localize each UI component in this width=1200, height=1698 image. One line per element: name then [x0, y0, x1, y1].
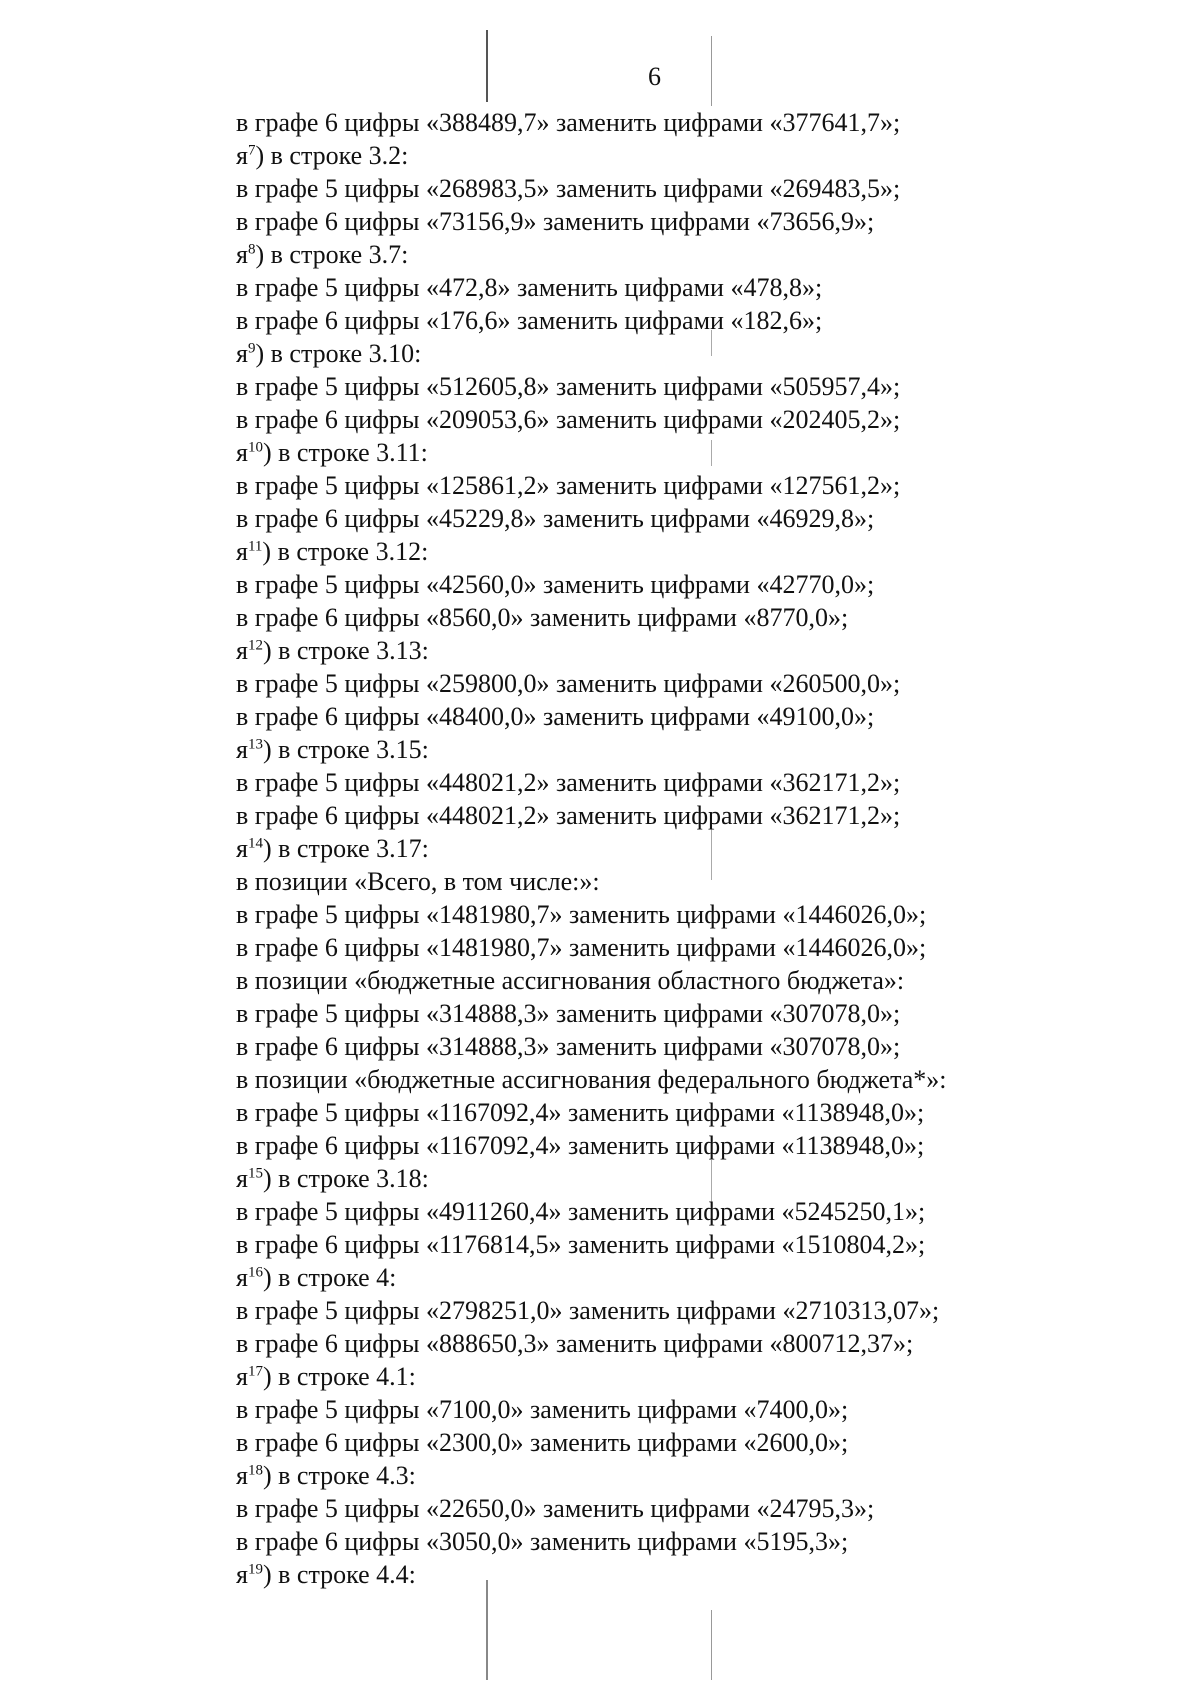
text-line: в позиции «Всего, в том числе:»:: [236, 867, 600, 896]
item-heading: [236, 535, 1156, 568]
item-superscript: 18: [247, 1462, 263, 1479]
item-superscript: 11: [247, 538, 263, 555]
scan-mark: [711, 1610, 712, 1680]
item-letter: я: [236, 537, 248, 566]
item-superscript: 8: [247, 241, 256, 258]
item-heading: [236, 1558, 1156, 1591]
text-line: в графе 6 цифры «45229,8» заменить цифрами «46929,8»;: [236, 504, 875, 533]
page-number: 6: [648, 62, 661, 91]
text-line: в графе 6 цифры «2300,0» заменить цифрами «2600,0»;: [236, 1428, 849, 1457]
item-heading: [236, 238, 1156, 271]
item-heading-text: ) в строке 3.17:: [262, 834, 429, 863]
text-line: в графе 5 цифры «1167092,4» заменить цифрами «1138948,0»;: [236, 1098, 925, 1127]
text-line: в графе 5 цифры «314888,3» заменить цифрами «307078,0»;: [236, 999, 901, 1028]
text-line: в графе 5 цифры «22650,0» заменить цифрами «24795,3»;: [236, 1494, 875, 1523]
item-letter: я: [236, 735, 248, 764]
item-heading-text: ) в строке 3.18:: [262, 1164, 429, 1193]
item-superscript: 17: [247, 1363, 263, 1380]
item-heading: [236, 1261, 1156, 1294]
text-line: в графе 6 цифры «314888,3» заменить цифрами «307078,0»;: [236, 1032, 901, 1061]
text-line: в графе 5 цифры «2798251,0» заменить цифрами «2710313,07»;: [236, 1296, 940, 1325]
text-line: в графе 6 цифры «1481980,7» заменить цифрами «1446026,0»;: [236, 933, 927, 962]
item-heading-text: ) в строке 3.12:: [262, 537, 429, 566]
item-heading: [236, 832, 1156, 865]
item-heading: [236, 1162, 1156, 1195]
item-superscript: 15: [247, 1165, 263, 1182]
item-letter: я: [236, 438, 248, 467]
item-heading-text: ) в строке 4.3:: [262, 1461, 416, 1490]
item-heading: [236, 1459, 1156, 1492]
item-heading: [236, 1360, 1156, 1393]
item-letter: я: [236, 1263, 248, 1292]
item-letter: я: [236, 1164, 248, 1193]
text-line: в графе 6 цифры «1176814,5» заменить цифрами «1510804,2»;: [236, 1230, 926, 1259]
item-heading-text: ) в строке 4.1:: [262, 1362, 416, 1391]
text-line: в позиции «бюджетные ассигнования федерального бюджета*»:: [236, 1065, 947, 1094]
text-line: в позиции «бюджетные ассигнования областного бюджета»:: [236, 966, 905, 995]
item-heading-text: ) в строке 3.10:: [255, 339, 422, 368]
item-heading: [236, 139, 1156, 172]
item-heading-text: ) в строке 3.11:: [262, 438, 428, 467]
item-letter: я: [236, 1461, 248, 1490]
text-line: в графе 6 цифры «8560,0» заменить цифрами «8770,0»;: [236, 603, 849, 632]
text-line: в графе 5 цифры «1481980,7» заменить цифрами «1446026,0»;: [236, 900, 927, 929]
item-letter: я: [236, 141, 248, 170]
item-heading-text: ) в строке 3.13:: [262, 636, 429, 665]
text-line: в графе 6 цифры «3050,0» заменить цифрами «5195,3»;: [236, 1527, 849, 1556]
item-heading-text: ) в строке 3.15:: [262, 735, 429, 764]
scan-mark: [711, 36, 712, 106]
item-heading-text: ) в строке 4:: [262, 1263, 397, 1292]
item-superscript: 12: [247, 637, 263, 654]
text-line: в графе 5 цифры «259800,0» заменить цифрами «260500,0»;: [236, 669, 901, 698]
text-line: в графе 5 цифры «7100,0» заменить цифрами «7400,0»;: [236, 1395, 849, 1424]
item-superscript: 13: [247, 736, 263, 753]
item-superscript: 14: [247, 835, 263, 852]
item-heading: [236, 634, 1156, 667]
text-line: в графе 5 цифры «512605,8» заменить цифрами «505957,4»;: [236, 372, 901, 401]
item-heading-text: ) в строке 4.4:: [262, 1560, 416, 1589]
text-line: в графе 5 цифры «125861,2» заменить цифрами «127561,2»;: [236, 471, 901, 500]
item-letter: я: [236, 1560, 248, 1589]
text-line: в графе 6 цифры «1167092,4» заменить цифрами «1138948,0»;: [236, 1131, 925, 1160]
item-heading-text: ) в строке 3.7:: [255, 240, 409, 269]
item-letter: я: [236, 636, 248, 665]
item-superscript: 19: [247, 1561, 263, 1578]
item-heading: [236, 436, 1156, 469]
text-line: в графе 6 цифры «388489,7» заменить цифрами «377641,7»;: [236, 108, 901, 137]
item-superscript: 10: [247, 439, 263, 456]
text-line: в графе 6 цифры «73156,9» заменить цифрами «73656,9»;: [236, 207, 875, 236]
text-line: в графе 6 цифры «48400,0» заменить цифрами «49100,0»;: [236, 702, 875, 731]
item-superscript: 7: [247, 142, 256, 159]
item-letter: я: [236, 834, 248, 863]
item-heading: [236, 337, 1156, 370]
text-line: в графе 6 цифры «888650,3» заменить цифрами «800712,37»;: [236, 1329, 914, 1358]
item-heading-text: ) в строке 3.2:: [255, 141, 409, 170]
text-line: в графе 5 цифры «448021,2» заменить цифрами «362171,2»;: [236, 768, 901, 797]
item-letter: я: [236, 1362, 248, 1391]
text-line: в графе 6 цифры «176,6» заменить цифрами «182,6»;: [236, 306, 823, 335]
document-body: [236, 106, 1156, 1591]
text-line: в графе 5 цифры «42560,0» заменить цифрами «42770,0»;: [236, 570, 875, 599]
item-letter: я: [236, 339, 248, 368]
text-line: в графе 6 цифры «448021,2» заменить цифрами «362171,2»;: [236, 801, 901, 830]
text-line: в графе 5 цифры «4911260,4» заменить цифрами «5245250,1»;: [236, 1197, 926, 1226]
item-superscript: 16: [247, 1264, 263, 1281]
scan-mark: [486, 1580, 488, 1680]
text-line: в графе 6 цифры «209053,6» заменить цифрами «202405,2»;: [236, 405, 901, 434]
text-line: в графе 5 цифры «268983,5» заменить цифрами «269483,5»;: [236, 174, 901, 203]
item-heading: [236, 733, 1156, 766]
scan-mark: [486, 30, 488, 102]
text-line: в графе 5 цифры «472,8» заменить цифрами «478,8»;: [236, 273, 823, 302]
item-superscript: 9: [247, 340, 256, 357]
item-letter: я: [236, 240, 248, 269]
